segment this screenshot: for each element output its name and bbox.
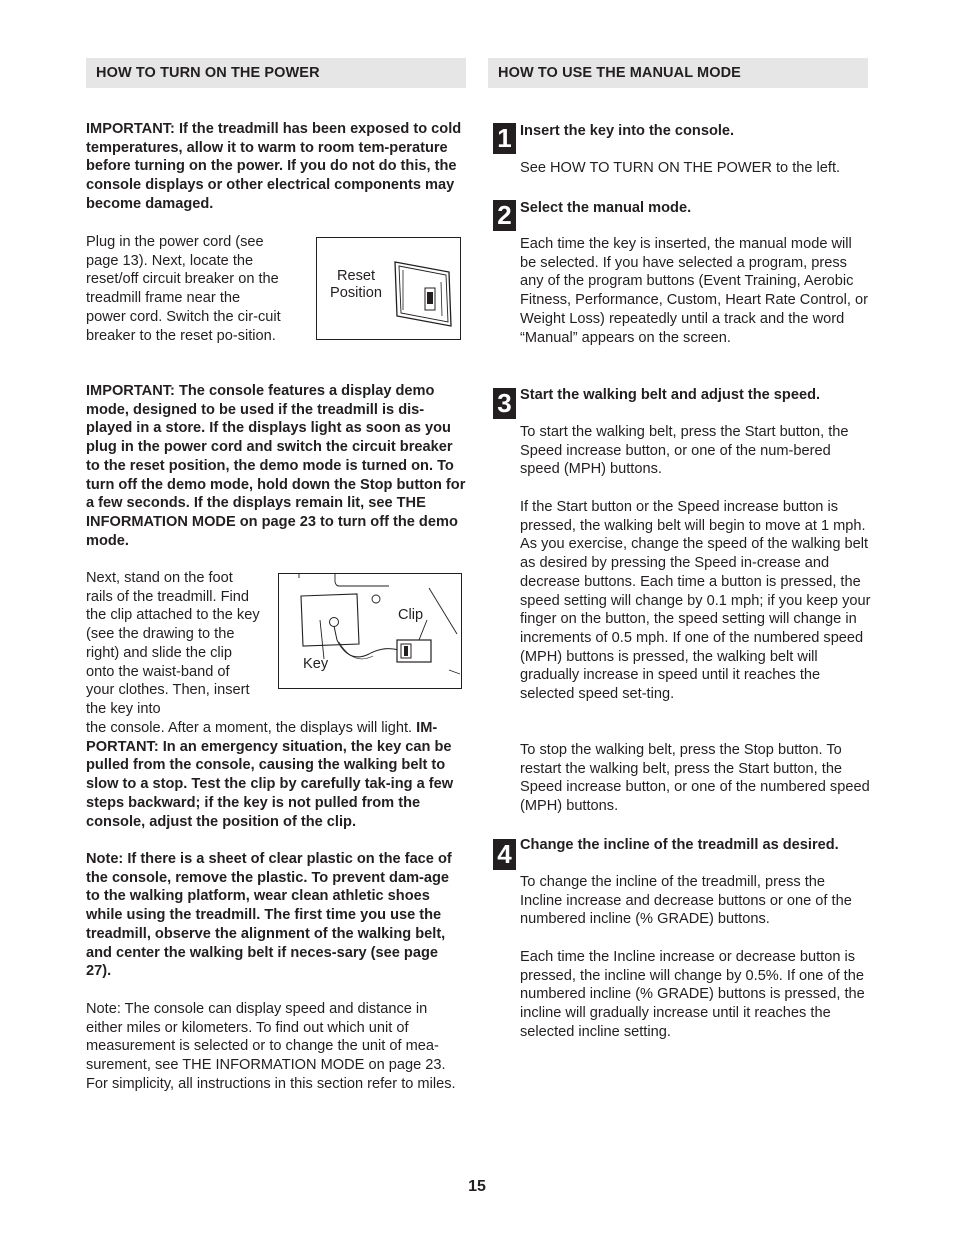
manual-mode-section-header: HOW TO USE THE MANUAL MODE	[488, 58, 868, 88]
stand-on-rails-text: Next, stand on the foot rails of the treadmill. Find the clip attached to the key (see the drawing to the right) and slide the clip onto the waist-band of your clothes. Then, insert the key into	[86, 570, 260, 717]
key-label: Key	[303, 656, 329, 672]
plug-in-instructions: Plug in the power cord (see page 13). Next, locate the reset/off circuit breaker on the treadmill frame near the power cord. Switch the cir-cuit breaker to the reset po-sition.	[86, 234, 281, 344]
step-4-title: Change the incline of the treadmill as desired.	[520, 837, 839, 853]
important-demo-mode: IMPORTANT: The console features a display demo mode, designed to be used if the treadmill is dis-played in a store. If the displays light as soon as you plug in the power cord and switch the circuit breaker to the reset position, the demo mode is turned on. To turn off the demo mode, hold down the Stop button for a few seconds. If the displays remain lit, see THE INFORMATION MODE on page 23 to turn off the demo mode.	[86, 383, 466, 549]
key-clip-figure	[278, 573, 462, 689]
power-section-header: HOW TO TURN ON THE POWER	[86, 58, 466, 88]
step-number-3: 3	[493, 388, 516, 419]
note-plastic-sheet: Note: If there is a sheet of clear plastic on the face of the console, remove the plastic. To prevent dam-age to the walking platform, wear clean athletic shoes while using the treadmill. The first time you use the treadmill, observe the alignment of the walking belt, and center the walking belt if neces-sary (see page 27).	[86, 851, 452, 980]
emergency-key-paragraph	[86, 719, 470, 831]
step-4-text-1: To change the incline of the treadmill, press the Incline increase and decrease buttons or one of the numbered incline (% GRADE) buttons.	[520, 874, 852, 928]
step-1-text: See HOW TO TURN ON THE POWER to the left.	[520, 160, 841, 176]
step-number-1: 1	[493, 123, 516, 154]
step-1-title: Insert the key into the console.	[520, 123, 735, 139]
page-number: 15	[468, 1178, 486, 1195]
step-4-text-2: Each time the Incline increase or decrease button is pressed, the incline will change by 0.5%. If one of the numbered incline (% GRADE) buttons is pressed, the incline will gradually increase until it reaches the selected incline setting.	[520, 949, 865, 1040]
clip-label: Clip	[398, 607, 424, 623]
step-2-title: Select the manual mode.	[520, 200, 692, 216]
circuit-breaker-icon	[391, 256, 457, 328]
step-3-text-3: To stop the walking belt, press the Stop button. To restart the walking belt, press the Start button, the Speed increase button, or one of the numbered speed (MPH) buttons.	[520, 742, 870, 815]
step-3-text-2: If the Start button or the Speed increase button is pressed, the walking belt will begin to move at 1 mph. As you exercise, change the speed of the walking belt as desired by pressing the Speed in-crease and decrease buttons. Each time a button is pressed, the speed setting will change by 0.1 mph; if you keep your finger on the button, the speed setting will change in increments of 0.5 mph. If one of the numbered speed (MPH) buttons is pressed, the walking belt will gradually increase in speed until it reaches the selected speed set-ting.	[520, 499, 871, 703]
reset-position-figure	[316, 237, 461, 340]
reset-label: Reset	[336, 268, 376, 284]
step-3-title: Start the walking belt and adjust the speed.	[520, 387, 821, 403]
console-light-text: the console. After a moment, the displays will light.	[86, 720, 413, 736]
step-number-2: 2	[493, 200, 516, 231]
position-label: Position	[330, 285, 382, 301]
step-2-text: Each time the key is inserted, the manual mode will be selected. If you have selected a program, press any of the program buttons (Event Training, Aerobic Fitness, Performance, Custom, Heart Rate Control, or Weight Loss) repeatedly until a track and the word “Manual” appears on the screen.	[520, 236, 868, 346]
step-number-4: 4	[493, 839, 516, 870]
important-cold-warning: IMPORTANT: If the treadmill has been exposed to cold temperatures, allow it to warm to room tem-perature before turning on the power. If you do not do this, the console displays or other electrical components may become damaged.	[86, 121, 462, 212]
note-units: Note: The console can display speed and distance in either miles or kilometers. To find out which unit of measurement is selected or to change the unit of mea-surement, see THE INFORMATION MODE on page 23. For simplicity, all instructions in this section refer to miles.	[86, 1001, 456, 1092]
emergency-warning: IM-PORTANT: In an emergency situation, the key can be pulled from the console, causing the walking belt to slow to a stop. Test the clip by carefully tak-ing a few steps backward; if the key is not pulled from the console, adjust the position of the clip.	[86, 720, 454, 830]
step-3-text-1: To start the walking belt, press the Start button, the Speed increase button, or one of the num-bered speed (MPH) buttons.	[520, 424, 849, 478]
